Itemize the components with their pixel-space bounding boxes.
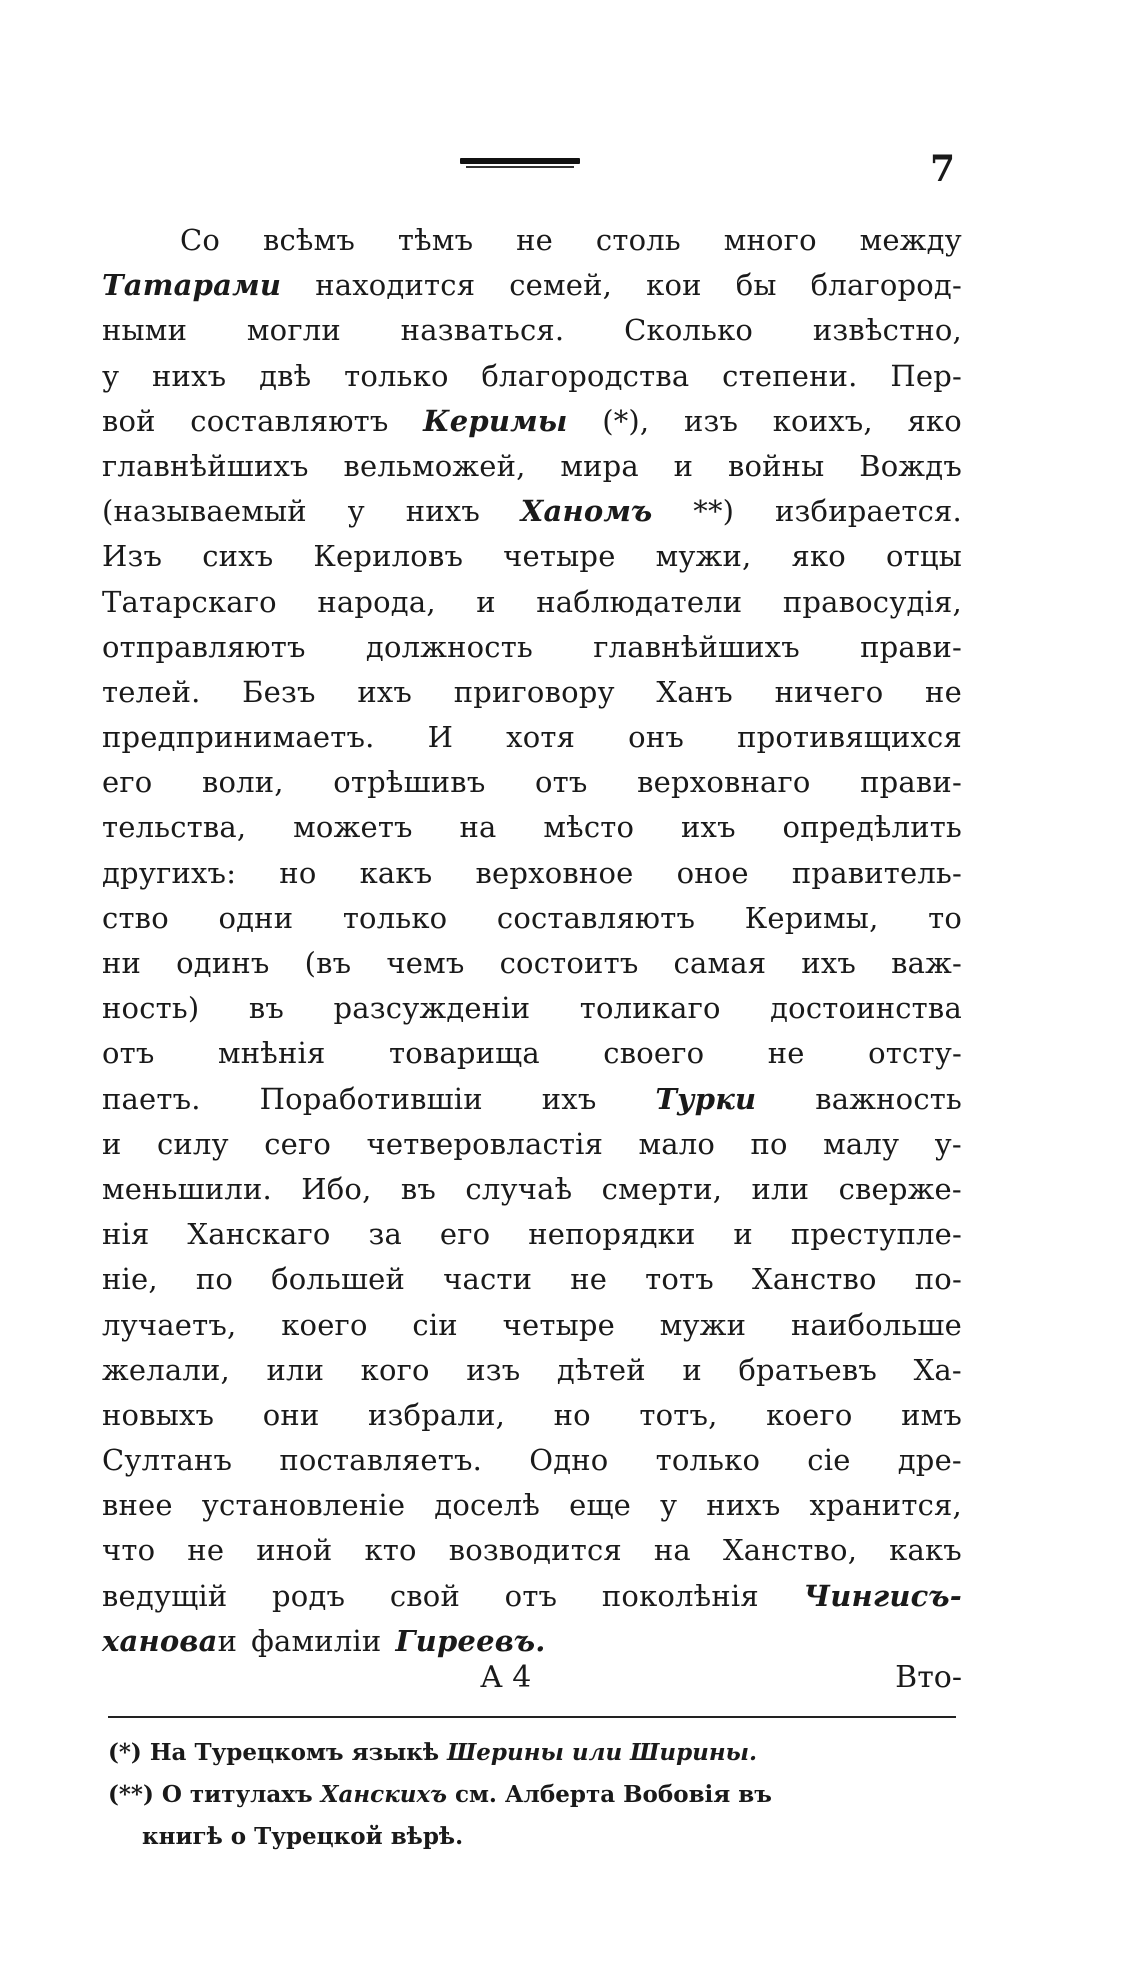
word: Одно: [529, 1443, 609, 1478]
word: разсужденіи: [333, 991, 531, 1026]
text-line: [102, 760, 962, 805]
word: одни: [218, 900, 294, 935]
word: столь: [595, 223, 681, 257]
word: войны: [727, 448, 825, 483]
word: не: [925, 674, 962, 709]
word: дре-: [897, 1443, 962, 1478]
word: правосудія,: [782, 584, 962, 619]
word: установленіе: [201, 1488, 406, 1523]
word: коего: [281, 1307, 368, 1342]
word: отправляютъ: [102, 629, 306, 664]
word: и: [102, 1126, 122, 1161]
footnote-2-italic: Ханскихъ: [320, 1781, 447, 1808]
word: народа,: [317, 584, 436, 619]
word: только: [344, 358, 449, 393]
word: сего: [264, 1126, 332, 1161]
word: не: [187, 1533, 225, 1568]
word: яко: [907, 403, 962, 438]
word: на: [459, 810, 497, 845]
word: новыхъ: [102, 1397, 215, 1432]
word: главнѣйшихъ: [593, 629, 800, 664]
word: Вождъ: [859, 448, 962, 483]
text-line: [102, 1438, 962, 1483]
catchword: Вто-: [895, 1660, 962, 1695]
word: внее: [102, 1488, 173, 1523]
word: верховное: [475, 855, 634, 890]
footnotes: [108, 1732, 968, 1858]
word: оное: [676, 855, 749, 890]
header-ornament-rule: [460, 158, 580, 164]
word: составляютъ: [496, 900, 696, 935]
word: смерти,: [601, 1171, 723, 1206]
italic-word: Чингисъ-: [803, 1578, 962, 1613]
word: у: [659, 1488, 678, 1523]
text-line: [102, 941, 962, 986]
word: поставляетъ.: [279, 1443, 483, 1478]
word: въ: [400, 1171, 437, 1206]
word: изъ: [683, 403, 739, 438]
word: отъ: [102, 1036, 155, 1071]
word: избирается.: [775, 494, 962, 529]
footnote-1: [108, 1732, 968, 1774]
text-line: [102, 1077, 962, 1122]
word: коего: [766, 1397, 853, 1432]
word: сіи: [412, 1307, 458, 1342]
word: у-: [934, 1126, 962, 1161]
word: части: [443, 1262, 533, 1297]
word: можетъ: [293, 810, 413, 845]
word: благородства: [481, 358, 690, 393]
word: Ибо,: [301, 1171, 372, 1206]
word: отъ: [535, 765, 588, 800]
word: могли: [246, 313, 341, 348]
word: телей.: [102, 674, 201, 709]
word: ность): [102, 991, 200, 1026]
word: верховнаго: [637, 765, 811, 800]
word: главнѣйшихъ: [102, 448, 309, 483]
word: Ханъ: [656, 674, 733, 709]
word: кого: [360, 1352, 430, 1387]
word: тельства,: [102, 810, 247, 845]
text-line: [102, 625, 962, 670]
word: меньшили.: [102, 1171, 272, 1206]
word: не: [516, 223, 554, 257]
word: ихъ: [357, 674, 413, 709]
word: отрѣшивъ: [333, 765, 486, 800]
text-line: [102, 1619, 962, 1664]
word: братьевъ: [738, 1352, 878, 1387]
word: что: [102, 1533, 156, 1568]
body-text: [102, 218, 962, 1664]
page-number: 7: [930, 148, 956, 190]
word: Кериловъ: [313, 539, 464, 574]
word: ничего: [774, 674, 884, 709]
word: и: [733, 1217, 753, 1252]
footnote-2-text-a: О титулахъ: [161, 1781, 313, 1808]
word: онъ: [628, 720, 684, 755]
word: И: [427, 720, 454, 755]
word: его: [102, 765, 153, 800]
italic-word: Керимы: [423, 403, 568, 438]
word: Ханскаго: [187, 1217, 331, 1252]
footnote-divider: [108, 1716, 956, 1718]
word: большей: [271, 1262, 406, 1297]
word: мѣсто: [543, 810, 635, 845]
signature-line: [102, 1660, 962, 1700]
word: всѣмъ: [262, 223, 356, 257]
word: правитель-: [791, 855, 962, 890]
word: и: [217, 1623, 238, 1658]
word: двѣ: [259, 358, 312, 393]
word: важность: [815, 1081, 962, 1116]
word: Сколько: [624, 313, 754, 348]
word: нихъ: [405, 494, 480, 529]
word: Пер-: [890, 358, 962, 393]
footnote-2-mark: (**): [108, 1781, 154, 1808]
word: Безъ: [242, 674, 316, 709]
text-line: [102, 218, 962, 263]
word: ведущій: [102, 1578, 228, 1613]
text-line: [102, 1167, 962, 1212]
word: не: [570, 1262, 608, 1297]
word: иной: [256, 1533, 333, 1568]
word: Изъ: [102, 539, 163, 574]
text-line: [102, 354, 962, 399]
word: толикаго: [579, 991, 721, 1026]
word: паетъ.: [102, 1081, 201, 1116]
text-line: [102, 896, 962, 941]
word: они: [262, 1397, 320, 1432]
footnote-1-italic: Шерины или Ширины.: [447, 1739, 758, 1766]
word: хранится,: [809, 1488, 962, 1523]
word: бы: [735, 268, 777, 303]
word: силу: [156, 1126, 229, 1161]
word: мужи,: [655, 539, 752, 574]
text-line: [102, 1122, 962, 1167]
word: дѣтей: [556, 1352, 646, 1387]
word: сихъ: [202, 539, 274, 574]
word: Со: [180, 223, 221, 257]
word: коихъ,: [772, 403, 873, 438]
word: прави-: [860, 629, 962, 664]
text-line: [102, 1348, 962, 1393]
text-line: [102, 489, 962, 534]
word: сіе: [807, 1443, 851, 1478]
word: яко: [791, 539, 846, 574]
word: важ-: [891, 946, 962, 980]
word: (называемый: [102, 494, 307, 529]
word: опредѣлить: [782, 810, 962, 845]
word: но: [553, 1397, 591, 1432]
text-line: [102, 1303, 962, 1348]
text-line: [102, 580, 962, 625]
word: доселѣ: [434, 1488, 541, 1523]
word: между: [859, 223, 962, 257]
word: прави-: [860, 765, 962, 800]
word: мало: [638, 1126, 716, 1161]
word: (въ: [304, 946, 352, 980]
word: по: [195, 1262, 234, 1297]
word: Ханство: [751, 1262, 877, 1297]
word: или: [751, 1171, 810, 1206]
word: своего: [603, 1036, 705, 1071]
word: кои: [646, 268, 702, 303]
italic-word: Татарами: [102, 268, 282, 303]
word: тотъ: [645, 1262, 714, 1297]
word: родъ: [272, 1578, 346, 1613]
word: по: [750, 1126, 788, 1161]
word: степени.: [722, 358, 858, 393]
word: возводится: [448, 1533, 622, 1568]
text-line: [102, 670, 962, 715]
word: Ха-: [913, 1352, 962, 1387]
text-line: [102, 1393, 962, 1438]
word: должность: [365, 629, 533, 664]
italic-word: ханова: [102, 1623, 218, 1658]
word: четыре: [502, 1307, 615, 1342]
text-line: [102, 715, 962, 760]
text-line: [102, 1257, 962, 1302]
text-line: [102, 263, 962, 308]
word: малу: [823, 1126, 900, 1161]
word: преступле-: [790, 1217, 962, 1252]
word: Керимы,: [744, 900, 879, 935]
word: противящихся: [737, 720, 962, 755]
word: или: [266, 1352, 325, 1387]
word: самая: [673, 946, 767, 980]
word: назваться.: [400, 313, 565, 348]
word: наибольше: [790, 1307, 962, 1342]
word: (*),: [602, 403, 650, 438]
word: находится: [315, 268, 476, 303]
footnote-2-continuation: книгѣ о Турецкой вѣрѣ.: [142, 1823, 464, 1850]
word: Поработившіи: [259, 1081, 483, 1116]
word: и: [673, 448, 694, 483]
word: много: [723, 223, 817, 257]
word: его: [439, 1217, 491, 1252]
text-line: [102, 399, 962, 444]
word: не: [767, 1036, 805, 1071]
word: фамиліи: [251, 1623, 382, 1658]
text-line: [102, 1483, 962, 1528]
word: Султанъ: [102, 1443, 233, 1478]
word: только: [342, 900, 448, 935]
word: ихъ: [541, 1081, 597, 1116]
word: ными: [102, 313, 188, 348]
word: кто: [364, 1533, 417, 1568]
word: тѣмъ: [397, 223, 474, 257]
italic-word: Ханомъ: [520, 494, 653, 529]
word: избрали,: [368, 1397, 506, 1432]
text-line: [102, 534, 962, 579]
word: ство: [102, 900, 169, 935]
word: лучаетъ,: [102, 1307, 237, 1342]
word: тотъ,: [639, 1397, 718, 1432]
word: **): [693, 494, 735, 529]
text-line: [102, 1031, 962, 1076]
word: товарища: [388, 1036, 540, 1071]
word: мира: [560, 448, 639, 483]
word: вой: [102, 403, 156, 438]
word: еще: [569, 1488, 631, 1523]
footnote-2: [108, 1774, 968, 1816]
word: нія: [102, 1217, 150, 1252]
word: ихъ: [680, 810, 736, 845]
word: и: [476, 584, 496, 619]
word: только: [655, 1443, 761, 1478]
word: какъ: [889, 1533, 962, 1568]
word: у: [102, 358, 120, 393]
word: имъ: [901, 1397, 962, 1432]
word: сверже-: [838, 1171, 962, 1206]
word: по-: [914, 1262, 962, 1297]
word: нихъ: [152, 358, 227, 393]
text-line: [102, 805, 962, 850]
word: непорядки: [528, 1217, 696, 1252]
word: состоитъ: [499, 946, 639, 980]
text-line: [102, 986, 962, 1031]
word: Ханство,: [722, 1533, 858, 1568]
text-line: [102, 851, 962, 896]
word: то: [928, 900, 962, 935]
word: изъ: [466, 1352, 521, 1387]
word: хотя: [506, 720, 576, 755]
word: ни: [102, 946, 142, 980]
word: достоинства: [770, 991, 962, 1026]
word: наблюдатели: [536, 584, 743, 619]
word: въ: [248, 991, 285, 1026]
word: у: [347, 494, 365, 529]
word: вельможей,: [343, 448, 526, 483]
word: ихъ: [801, 946, 857, 980]
word: мнѣнія: [218, 1036, 326, 1071]
word: поколѣнія: [601, 1578, 759, 1613]
word: на: [653, 1533, 691, 1568]
italic-word: Гиреевъ.: [395, 1623, 546, 1658]
word: предпринимаетъ.: [102, 720, 375, 755]
word: семей,: [509, 268, 613, 303]
italic-word: Турки: [655, 1081, 757, 1116]
word: приговору: [453, 674, 615, 709]
word: чемъ: [386, 946, 465, 980]
text-line: [102, 1212, 962, 1257]
text-line: [102, 444, 962, 489]
word: отсту-: [868, 1036, 962, 1071]
footnote-1-mark: (*): [108, 1739, 142, 1766]
word: случаѣ: [465, 1171, 573, 1206]
word: ніе,: [102, 1262, 158, 1297]
footnote-1-text: На Турецкомъ языкѣ: [149, 1739, 440, 1766]
text-line: [102, 308, 962, 353]
word: благород-: [810, 268, 962, 303]
signature-mark: А 4: [480, 1660, 532, 1695]
word: другихъ:: [102, 855, 237, 890]
word: отцы: [885, 539, 962, 574]
word: Татарскаго: [102, 584, 277, 619]
word: свой: [389, 1578, 460, 1613]
footnote-2-text-b: см. Алберта Вобовія въ: [454, 1781, 772, 1808]
word: отъ: [504, 1578, 558, 1613]
word: воли,: [201, 765, 284, 800]
word: нихъ: [706, 1488, 781, 1523]
word: извѣстно,: [812, 313, 962, 348]
word: за: [368, 1217, 403, 1252]
word: четверовластія: [366, 1126, 604, 1161]
text-line: [102, 1574, 962, 1619]
word: мужи: [659, 1307, 747, 1342]
word: но: [279, 855, 317, 890]
word: составляютъ: [190, 403, 389, 438]
word: четыре: [503, 539, 616, 574]
word: одинъ: [176, 946, 270, 980]
text-line: [102, 1528, 962, 1573]
word: какъ: [359, 855, 433, 890]
word: желали,: [102, 1352, 230, 1387]
word: и: [682, 1352, 702, 1387]
